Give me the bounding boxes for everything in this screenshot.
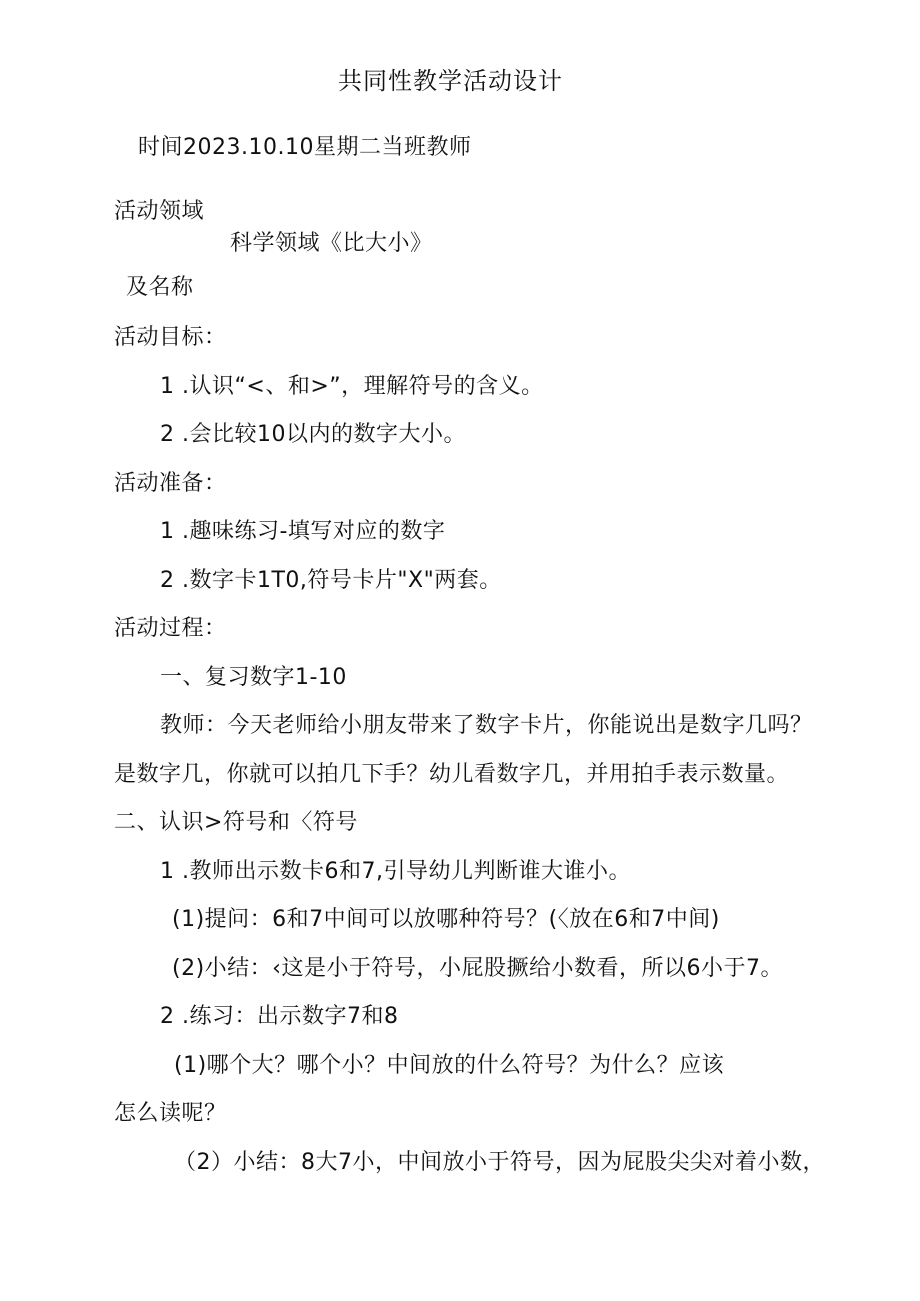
step1-heading: 一、复习数字1-10 [160,665,347,690]
prep-heading: 活动准备： [114,471,227,496]
step1-paragraph-line1: 教师：今天老师给小朋友带来了数字卡片，你能说出是数字几吗？ [160,713,813,738]
goals-heading: 活动目标： [114,325,227,350]
document-title: 共同性教学活动设计 [338,67,563,95]
step2-item-1: 1 .教师出示数卡6和7,引导幼儿判断谁大谁小。 [160,859,631,884]
time-line: 时间2023.10.10星期二当班教师 [138,135,472,160]
step2-item-2-question-line1: (1)哪个大？哪个小？中间放的什么符号？为什么？应该 [174,1053,725,1078]
domain-label: 活动领域 [114,199,205,224]
step2-item-2: 2 .练习：出示数字7和8 [160,1004,399,1029]
goal-item-1: 1 .认识“<、和>”，理解符号的含义。 [160,374,544,399]
goal-item-2: 2 .会比较10以内的数字大小。 [160,422,466,447]
step2-item-2-question-line2: 怎么读呢？ [114,1101,227,1126]
step1-paragraph-line2: 是数字几，你就可以拍几下手？幼儿看数字几，并用拍手表示数量。 [114,762,790,787]
step2-item-1-summary: (2)小结：‹这是小于符号，小屁股撅给小数看，所以6小于7。 [172,956,783,981]
process-heading: 活动过程： [114,616,227,641]
step2-heading: 二、认识>符号和〈符号 [114,810,358,835]
domain-name: 科学领域《比大小》 [230,231,433,256]
step2-item-2-summary: （2）小结：8大7小，中间放小于符号，因为屁股尖尖对着小数， [174,1150,825,1175]
prep-item-1: 1 .趣味练习-填写对应的数字 [160,519,446,544]
step2-item-1-question: (1)提问：6和7中间可以放哪种符号？(〈放在6和7中间) [172,907,720,932]
prep-item-2: 2 .数字卡1T0,符号卡片"X"两套。 [160,568,502,593]
domain-label-continued: 及名称 [126,275,194,300]
